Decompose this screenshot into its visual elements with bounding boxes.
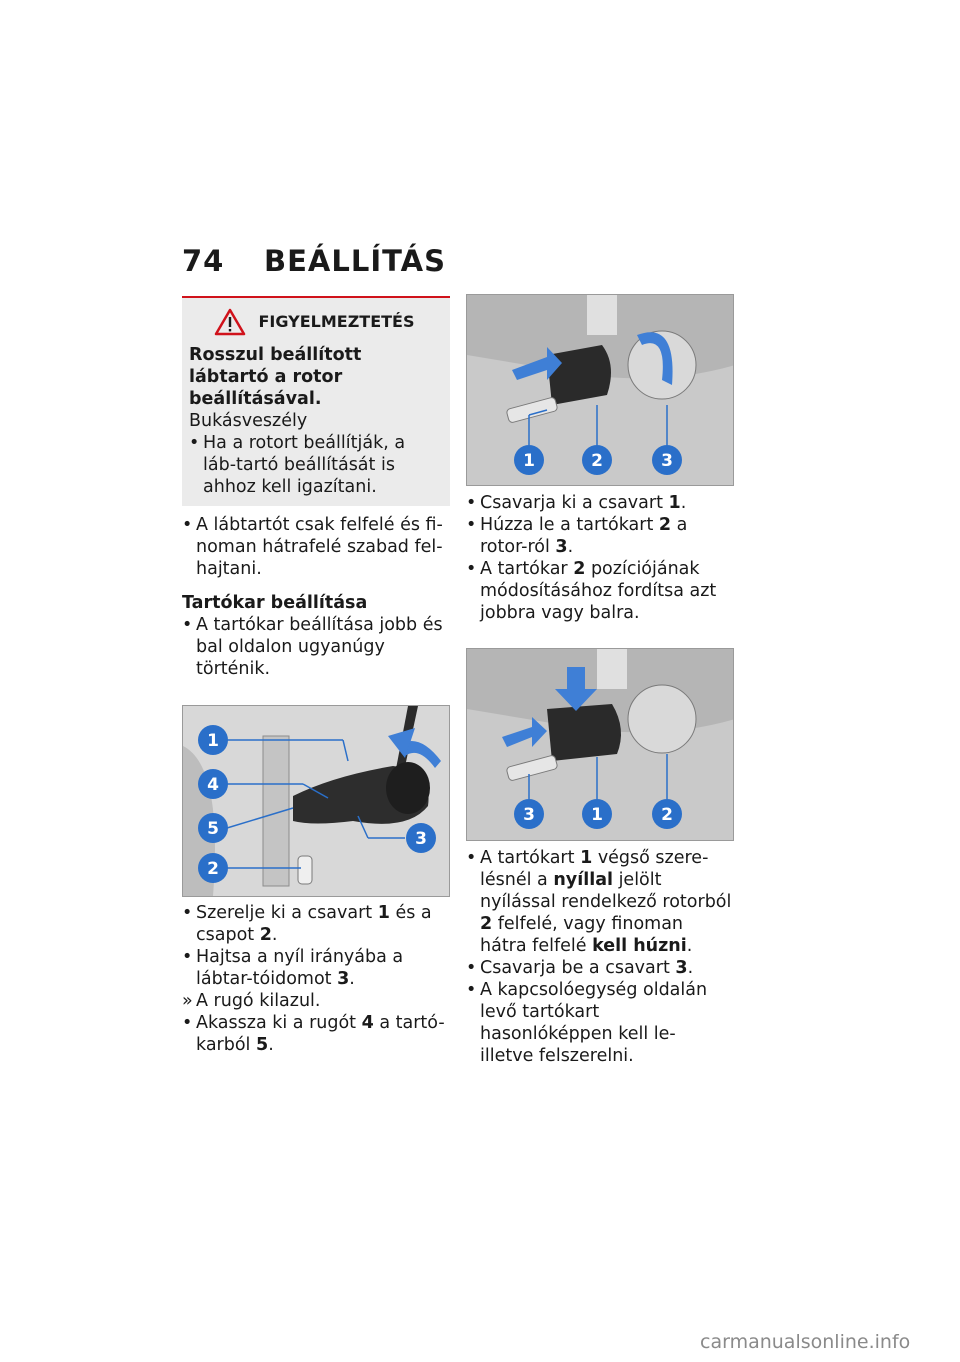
- warning-hazard: Bukásveszély: [189, 411, 308, 431]
- warning-triangle-icon: [214, 308, 246, 336]
- left-step-3-result: » A rugó kilazul.: [182, 991, 321, 1011]
- warning-heading: Rosszul beállított lábtartó a rotor beállításával.: [189, 345, 362, 409]
- svg-text:1: 1: [207, 731, 219, 751]
- left-step-4: • Akassza ki a rugót 4 a tartó-karból 5.: [182, 1013, 445, 1055]
- figure-rotor-installation: [466, 648, 734, 841]
- svg-text:5: 5: [207, 819, 219, 839]
- svg-text:4: 4: [207, 775, 219, 795]
- section-bullet-text: A tartókar beállítása jobb és bal oldalon ugyanúgy történik.: [196, 615, 443, 679]
- page-number: 74: [182, 244, 225, 278]
- warning-bullet-text: Ha a rotort beállítják, a láb-tartó beállítását is ahhoz kell igazítani.: [203, 433, 406, 497]
- figure-rotor-removal-illustration: [467, 295, 734, 486]
- figure2-callout-1: [514, 445, 544, 475]
- page-header: [182, 244, 446, 278]
- svg-text:2: 2: [207, 859, 219, 879]
- left-step-1: • Szerelje ki a csavart 1 és a csapot 2.: [182, 903, 432, 945]
- right-step-6: • A kapcsolóegység oldalán levő tartókart hasonlóképpen kell le- illetve felszerelni.: [466, 980, 708, 1066]
- figure3-callout-1: [582, 799, 612, 829]
- warning-label: FIGYELMEZTETÉS: [258, 312, 415, 331]
- figure2-callout-2: [582, 445, 612, 475]
- right-step-1: • Csavarja ki a csavart 1.: [466, 493, 687, 513]
- figure1-callout-4: [198, 769, 228, 799]
- svg-text:2: 2: [591, 451, 603, 471]
- figure-footrest-arm: [182, 705, 450, 897]
- figure1-callout-1: [198, 725, 228, 755]
- right-step-3: • A tartókar 2 pozíciójának módosításához fordítsa azt jobbra vagy balra.: [466, 559, 717, 623]
- svg-text:3: 3: [661, 451, 673, 471]
- section-bullet: • A tartókar beállítása jobb és bal oldalon ugyanúgy történik.: [182, 615, 443, 679]
- warning-title: [189, 308, 440, 336]
- right-column: [466, 294, 734, 1067]
- section-heading: Tartókar beállítása: [182, 593, 368, 613]
- figure1-callout-2: [198, 853, 228, 883]
- figure3-callout-2: [652, 799, 682, 829]
- figure1-callout-5: [198, 813, 228, 843]
- left-column: [182, 296, 450, 1056]
- intro-bullet-text: A lábtartót csak felfelé és fi-noman hátrafelé szabad fel-hajtani.: [196, 515, 443, 579]
- figure1-callout-3: [406, 823, 436, 853]
- figure-rotor-installation-illustration: [467, 649, 734, 841]
- figure3-callout-3: [514, 799, 544, 829]
- warning-box: [182, 296, 450, 506]
- svg-text:1: 1: [523, 451, 535, 471]
- figure-footrest-arm-illustration: [183, 706, 450, 897]
- svg-text:3: 3: [415, 829, 427, 849]
- figure-rotor-removal: [466, 294, 734, 486]
- section-title: BEÁLLÍTÁS: [264, 244, 446, 278]
- left-step-2: • Hajtsa a nyíl irányába a lábtar-tóidomot 3.: [182, 947, 404, 989]
- figure2-callout-3: [652, 445, 682, 475]
- right-step-2: • Húzza le a tartókart 2 a rotor-ról 3.: [466, 515, 688, 557]
- warning-bullet: • Ha a rotort beállítják, a láb-tartó beállítását is ahhoz kell igazítani.: [189, 433, 406, 497]
- right-step-5: • Csavarja be a csavart 3.: [466, 958, 694, 978]
- watermark-text: carmanualsonline.info: [700, 1331, 911, 1353]
- svg-text:1: 1: [591, 805, 603, 825]
- intro-bullet: • A lábtartót csak felfelé és fi-noman hátrafelé szabad fel-hajtani.: [182, 515, 443, 579]
- svg-text:3: 3: [523, 805, 535, 825]
- svg-text:2: 2: [661, 805, 673, 825]
- right-step-4: • A tartókart 1 végső szere-lésnél a nyíllal jelölt nyílással rendelkező rotorból 2 felfelé, vagy finoman hátra felfelé kell húzni.: [466, 848, 732, 956]
